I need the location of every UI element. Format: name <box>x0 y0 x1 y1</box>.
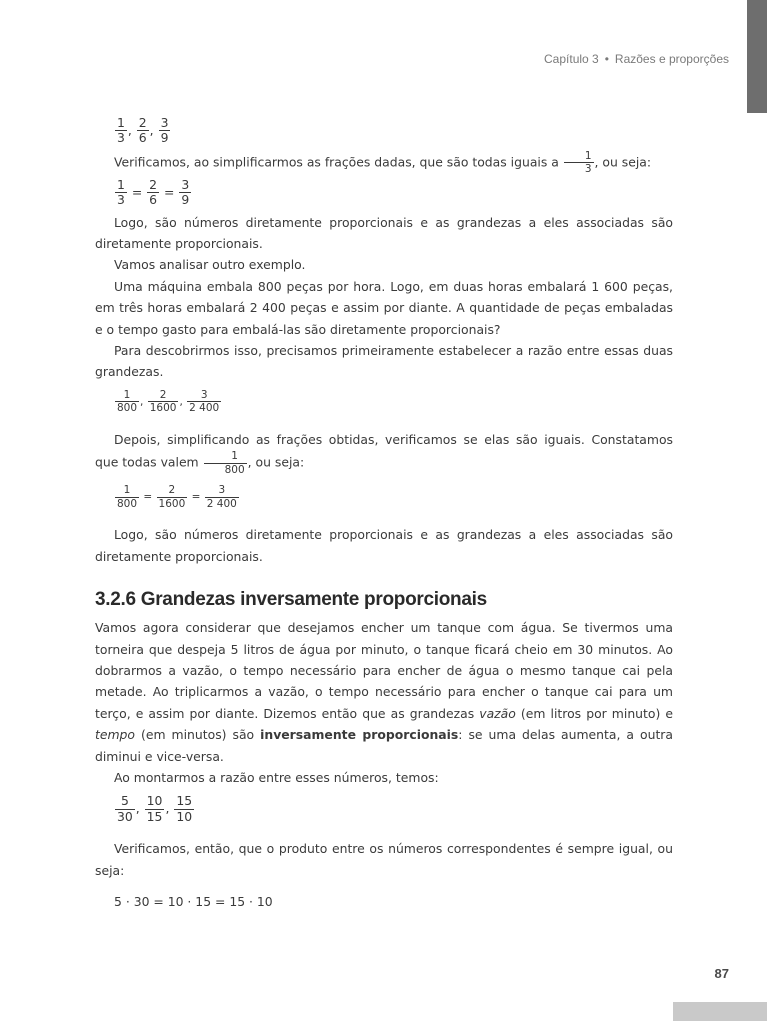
header-separator: • <box>604 52 609 66</box>
chapter-label: Capítulo 3 <box>544 52 599 66</box>
fraction-list-2: $\frac{1}{800}$ , $\frac{2}{1600}$ , $\frac{3}{2 400}$ <box>117 388 220 415</box>
paragraph-produto: Verificamos, então, que o produto entre os números correspondentes é sempre igual, ou seja: <box>95 841 673 878</box>
page-content <box>95 116 673 912</box>
fraction-list-3: $\frac{5}{30}$ , $\frac{10}{15}$ , $\frac{15}{10}$ <box>117 793 193 824</box>
equation-1: $\frac{1}{3}$ = $\frac{2}{6}$ = $\frac{3}{9}$ <box>117 176 190 208</box>
paragraph-depois: Depois, simplificando as frações obtidas, verificamos se elas são iguais. Constatamos que todas valem $\frac{1}{800}$ , ou seja: <box>95 431 673 476</box>
chapter-tab <box>747 0 767 113</box>
paragraph-logo-2: Logo, são números diretamente proporcionais e as grandezas a eles associadas são diretamente proporcionais. <box>95 527 673 564</box>
footer-bar <box>673 1002 767 1021</box>
paragraph-verify-1: Verificamos, ao simplificarmos as frações dadas, que são todas iguais a $\frac{1}{3}$ , ou seja: <box>114 149 652 176</box>
equation-3: 5 · 30 = 10 · 15 = 15 · 10 <box>114 893 273 909</box>
equation-2: $\frac{1}{800}$ = $\frac{2}{1600}$ = $\frac{3}{2 400}$ <box>117 484 237 510</box>
paragraph-inversamente: Vamos agora considerar que desejamos encher um tanque com água. Se tivermos uma torneira que despeja 5 litros de água por minuto, o tanque ficará cheio em 30 minutos. Ao dobrarmos a vazão, o tempo necessário para encher de água o mesmo tanque cai pela metade. Ao triplicarmos a vazão, o tempo necessário para encher o tanque cai para um terço, e assim por diante. Dizemos então que as grandezas vazão (em litros por minuto) e tempo (em minutos) são inversamente proporcionais: se uma delas aumenta, a outra diminui e vice-versa. <box>95 620 673 764</box>
chapter-title: Razões e proporções <box>614 52 729 66</box>
fraction-list-1: $\frac{1}{3}$ , $\frac{2}{6}$ , $\frac{3}{9}$ <box>117 115 169 146</box>
paragraph-outro-exemplo: Vamos analisar outro exemplo. <box>114 257 306 273</box>
paragraph-maquina: Uma máquina embala 800 peças por hora. Logo, em duas horas embalará 1 600 peças, em três horas embalará 2 400 peças e assim por diante. A quantidade de peças embaladas e o tempo gasto para embalá-las são diretamente proporcionais? <box>95 278 673 337</box>
page-number: 87 <box>714 966 729 981</box>
paragraph-descobrir: Para descobrirmos isso, precisamos primeiramente estabelecer a razão entre essas duas grandezas. <box>95 343 673 380</box>
paragraph-montarmos: Ao montarmos a razão entre esses números, temos: <box>114 769 439 785</box>
section-heading: 3.2.6 Grandezas inversamente proporcionais <box>95 589 487 611</box>
paragraph-logo-1: Logo, são números diretamente proporcionais e as grandezas a eles associadas são diretamente proporcionais. <box>95 214 673 252</box>
running-header <box>544 52 729 66</box>
